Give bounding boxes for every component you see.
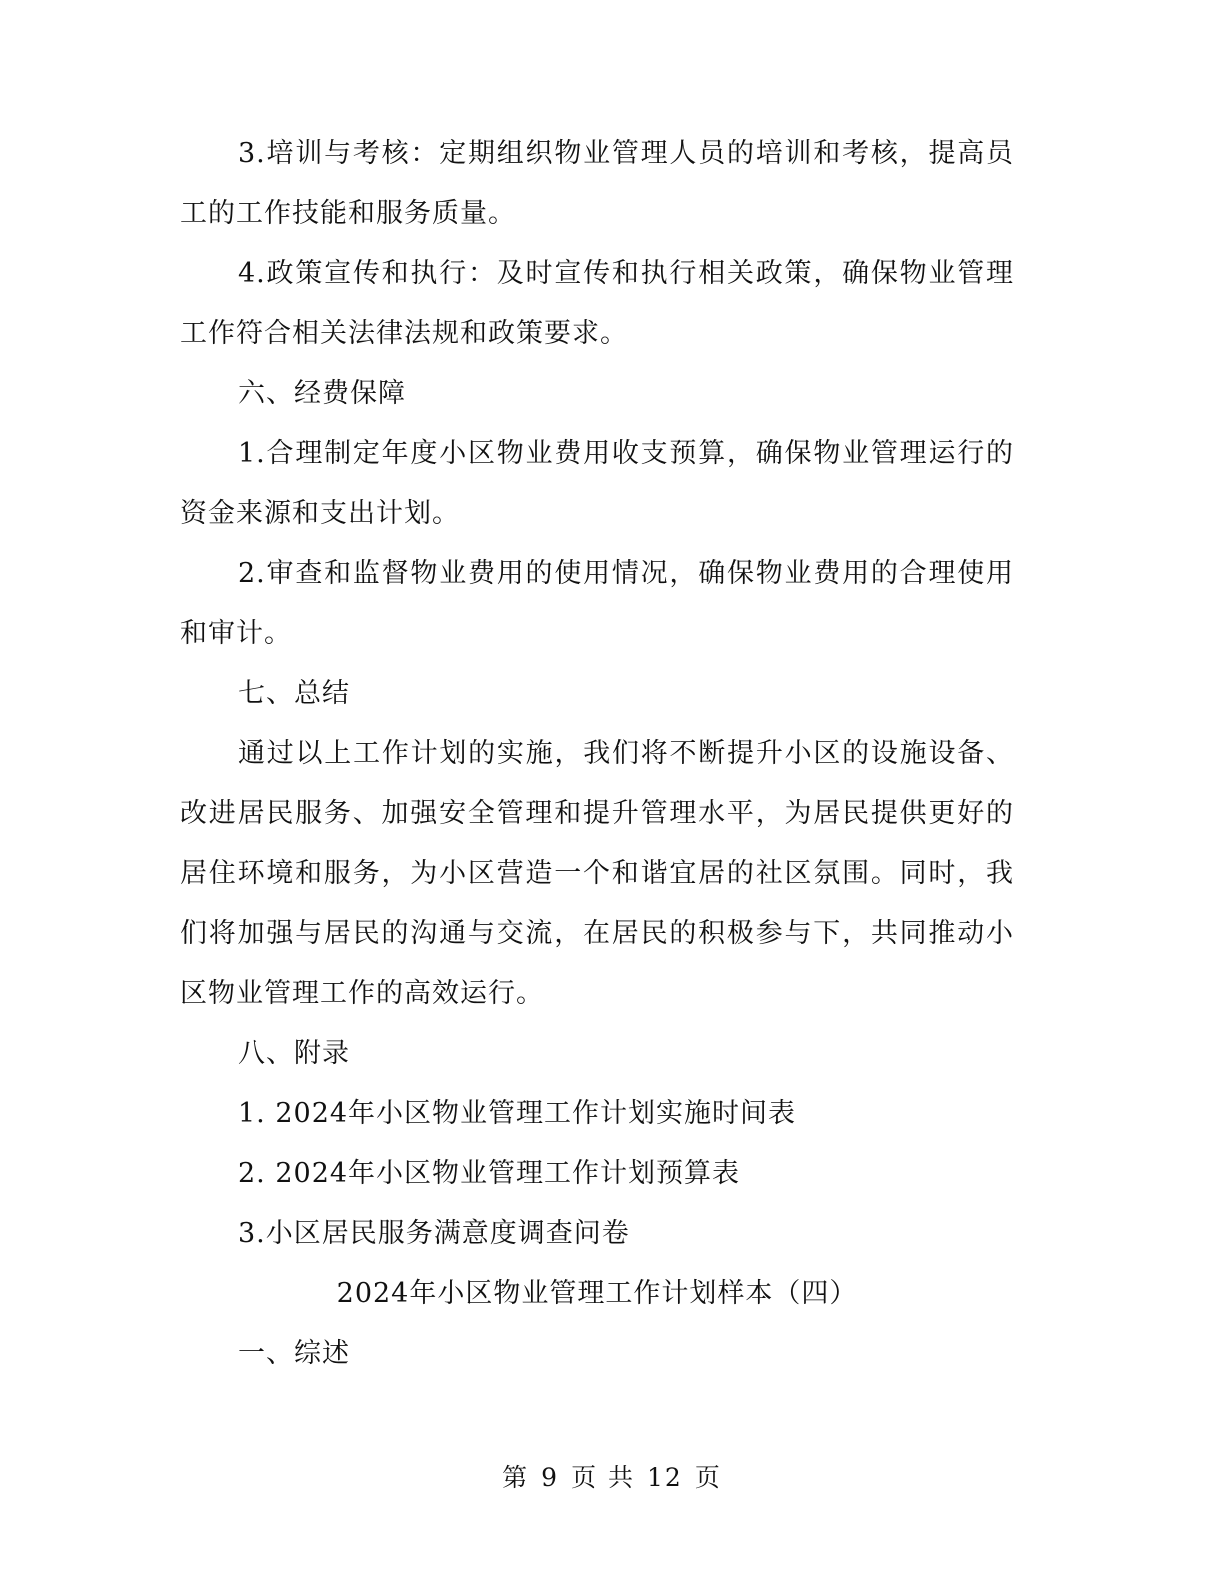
paragraph-budget: 1.合理制定年度小区物业费用收支预算，确保物业管理运行的资金来源和支出计划。 [180,438,1014,529]
appendix-item-schedule: 1. 2024年小区物业管理工作计划实施时间表 [238,1098,797,1129]
document-title: 2024年小区物业管理工作计划样本（四） [336,1278,858,1309]
appendix-item-budget: 2. 2024年小区物业管理工作计划预算表 [238,1158,741,1189]
paragraph-audit: 2.审查和监督物业费用的使用情况，确保物业费用的合理使用和审计。 [180,558,1014,649]
section-heading-funding: 六、经费保障 [238,378,406,409]
section-heading-overview: 一、综述 [238,1338,350,1369]
paragraph-policy: 4.政策宣传和执行：及时宣传和执行相关政策，确保物业管理工作符合相关法律法规和政策要求。 [180,258,1014,349]
page-footer [0,1458,1224,1498]
paragraph-summary: 通过以上工作计划的实施，我们将不断提升小区的设施设备、改进居民服务、加强安全管理和提升管理水平，为居民提供更好的居住环境和服务，为小区营造一个和谐宜居的社区氛围。同时，我们将加强与居民的沟通与交流，在居民的积极参与下，共同推动小区物业管理工作的高效运行。 [180,738,1014,1009]
footer-mid: 页 共 [571,1463,636,1492]
section-heading-appendix: 八、附录 [238,1038,350,1069]
footer-suffix: 页 [694,1463,722,1492]
paragraph-training: 3.培训与考核：定期组织物业管理人员的培训和考核，提高员工的工作技能和服务质量。 [180,138,1014,229]
section-heading-summary: 七、总结 [238,678,350,709]
footer-total-pages: 12 [647,1463,683,1492]
document-body [180,124,1014,1384]
appendix-item-survey: 3.小区居民服务满意度调查问卷 [238,1218,630,1249]
footer-prefix: 第 [502,1463,530,1492]
footer-page-number: 9 [541,1463,560,1492]
